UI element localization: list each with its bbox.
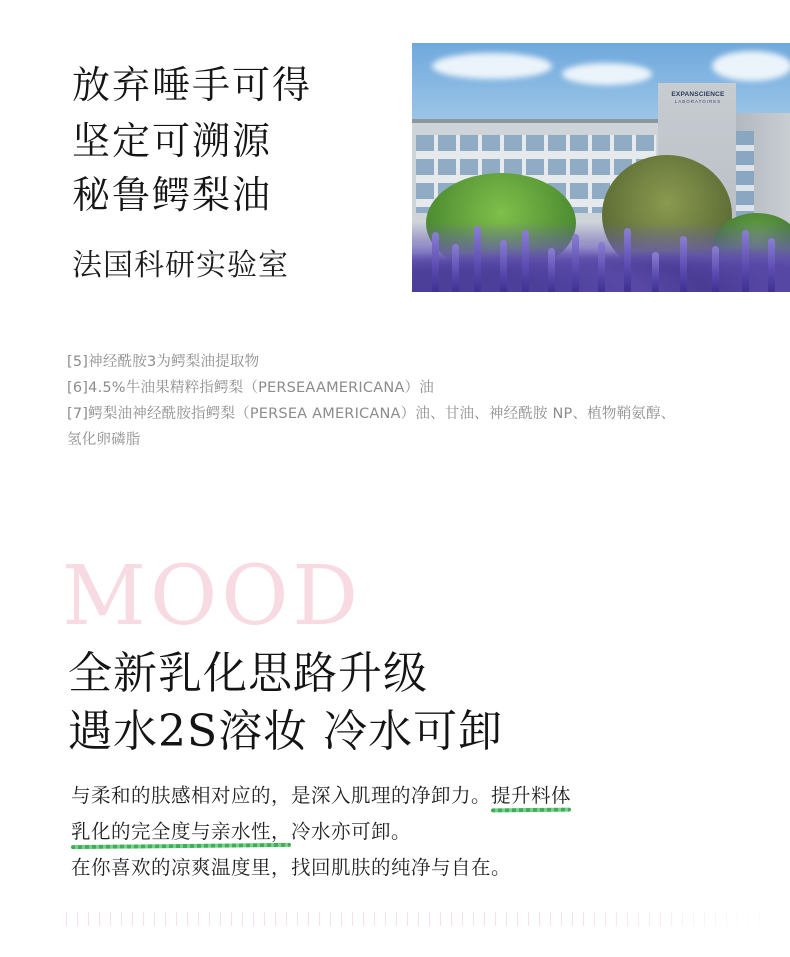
building-sign-sub: LABORATOIRES: [674, 98, 722, 104]
decorative-ruler: [66, 912, 790, 926]
hero-line-1: 放弃唾手可得: [72, 63, 313, 107]
body-line-2-text: 冷水亦可卸。: [291, 820, 412, 843]
mood-label: MOOD: [62, 549, 363, 644]
body-line-2-highlight: 乳化的完全度与亲水性，: [71, 820, 292, 843]
body-line-2: [71, 822, 411, 842]
body-line-1-text: 与柔和的肤感相对应的，是深入肌理的净卸力。: [71, 784, 492, 807]
body-line-1-highlight: 提升料体: [491, 784, 572, 807]
body-line-1: [71, 786, 571, 806]
footnote-6: [6]4.5%牛油果精粹指鳄梨（PERSEAAMERICANA）油: [67, 380, 434, 396]
hero-line-2: 坚定可溯源: [72, 119, 273, 163]
building-sign: [664, 91, 732, 104]
body-line-3: 在你喜欢的凉爽温度里，找回肌肤的纯净与自在。: [71, 856, 512, 879]
footnote-7-continued: 氢化卵磷脂: [67, 432, 141, 448]
mood-headline-2: 遇水2S溶妆 冷水可卸: [68, 706, 504, 757]
mood-headline-1: 全新乳化思路升级: [68, 648, 428, 699]
footnote-7: [7]鳄梨油神经酰胺指鳄梨（PERSEA AMERICANA）油、甘油、神经酰胺 NP、植物鞘氨醇、: [67, 406, 676, 422]
building-sign-main: EXPANSCIENCE: [671, 91, 725, 98]
lab-building-photo: [412, 43, 790, 292]
hero-line-3: 秘鲁鳄梨油: [72, 173, 273, 217]
footnote-5: [5]神经酰胺3为鳄梨油提取物: [67, 354, 260, 370]
lab-title: 法国科研实验室: [72, 248, 289, 283]
